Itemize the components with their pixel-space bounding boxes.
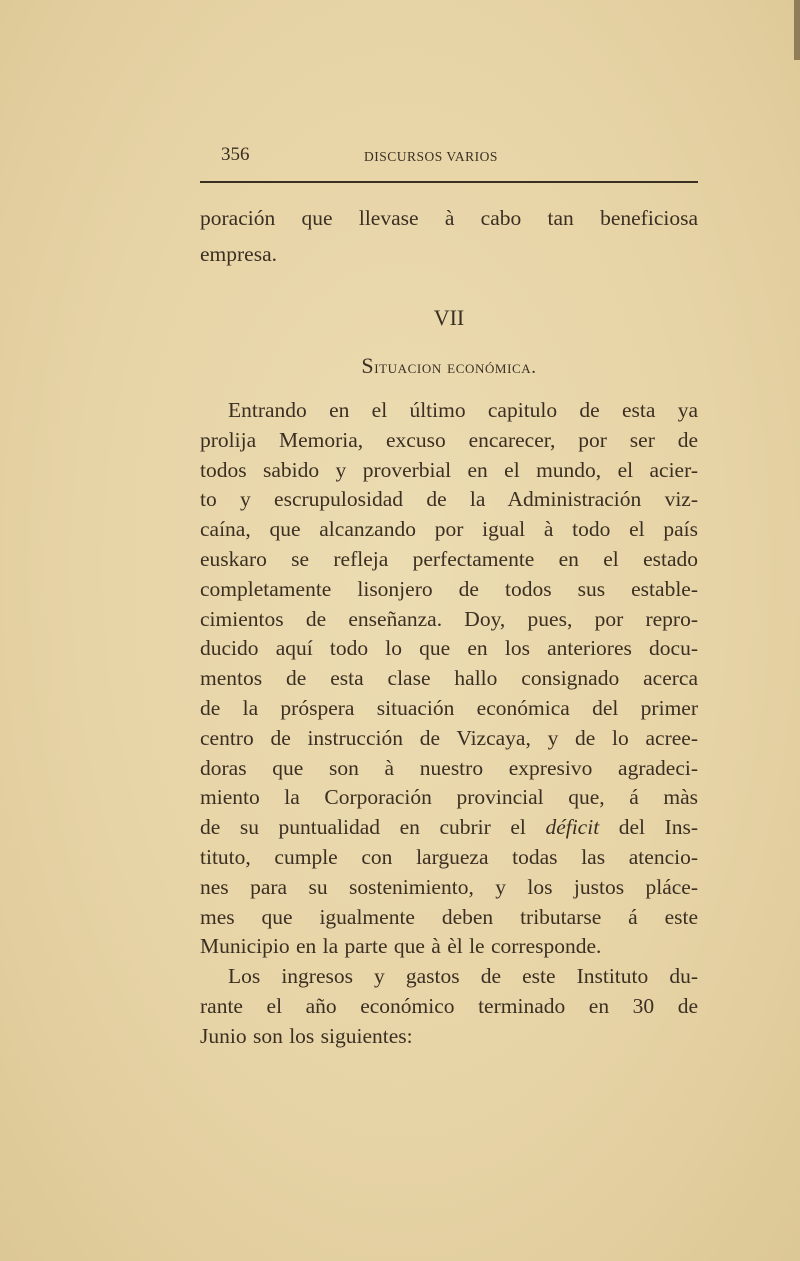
text-segment: de su puntualidad en cubrir el: [200, 815, 546, 840]
text-line: completamente lisonjero de todos sus estable-: [200, 576, 698, 601]
text-line: ducido aquí todo lo que en los anteriores docu-: [200, 636, 698, 661]
chapter-number: VII: [433, 305, 465, 330]
section-heading: Situacion económica.: [361, 353, 537, 378]
text-line: tituto, cumple con largueza todas las atencio-: [200, 845, 698, 869]
italic-term: déficit: [545, 815, 600, 840]
text-line: rante el año económico terminado en 30 de: [200, 994, 698, 1018]
running-title: DISCURSOS VARIOS: [364, 149, 498, 164]
text-line: prolija Memoria, excuso encarecer, por ser de: [200, 427, 698, 452]
header-rule: [200, 181, 698, 183]
text-line: caína, que alcanzando por igual à todo el país: [200, 517, 698, 542]
text-line: cimientos de enseñanza. Doy, pues, por repro-: [200, 606, 698, 631]
text-line: mentos de esta clase hallo consignado acerca: [200, 666, 698, 691]
text-line: to y escrupulosidad de la Administración viz-: [200, 487, 698, 512]
page-number: 356: [221, 144, 250, 165]
text-line: [200, 814, 698, 840]
text-line: todos sabido y proverbial en el mundo, el acier-: [200, 457, 698, 482]
text-segment: del Ins-: [599, 815, 698, 840]
text-line: euskaro se refleja perfectamente en el estado: [200, 547, 698, 571]
text-line: empresa.: [200, 242, 278, 266]
text-line: nes para su sostenimiento, y los justos pláce-: [200, 874, 698, 899]
text-line: Entrando en el último capitulo de esta ya: [228, 398, 698, 422]
text-line: de la próspera situación económica del primer: [200, 696, 698, 720]
text-line: mes que igualmente deben tributarse á este: [200, 904, 698, 929]
text-line: Municipio en la parte que à èl le corresponde.: [200, 934, 602, 959]
text-line: poración que llevase à cabo tan beneficiosa: [200, 206, 698, 230]
text-line: miento la Corporación provincial que, á màs: [200, 785, 698, 810]
text-line: Los ingresos y gastos de este Instituto du-: [228, 964, 698, 989]
text-line: doras que son à nuestro expresivo agradeci-: [200, 755, 698, 780]
text-line: centro de instrucción de Vizcaya, y de lo acree-: [200, 725, 698, 750]
page-edge: [794, 0, 800, 60]
text-line: Junio son los siguientes:: [200, 1023, 413, 1048]
